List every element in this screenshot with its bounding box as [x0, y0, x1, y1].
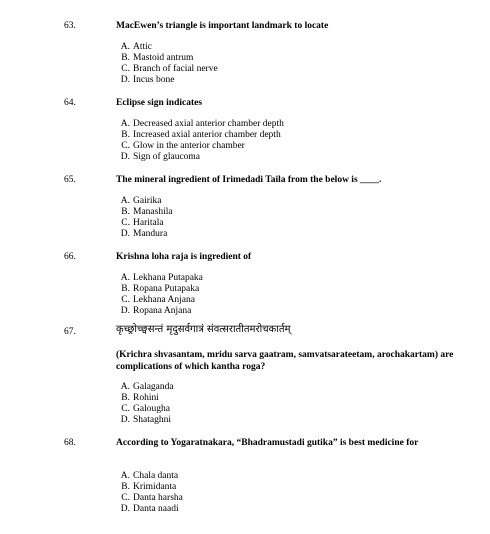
option-item [116, 306, 436, 317]
option-letter: A. [120, 273, 130, 283]
option-text: Incus bone [133, 75, 175, 85]
options-list [116, 471, 436, 515]
option-letter: C. [121, 64, 130, 74]
options-list [116, 273, 436, 317]
option-item [116, 284, 436, 295]
option-text: Mastoid antrum [133, 53, 194, 63]
question-number: 67. [64, 327, 76, 337]
option-letter: B. [121, 482, 130, 492]
options-list [116, 42, 436, 86]
option-text: Rohini [133, 393, 159, 403]
option-letter: B. [121, 393, 130, 403]
option-item [116, 482, 436, 493]
option-letter: A. [120, 42, 130, 52]
option-letter: C. [121, 141, 130, 151]
question-text: Eclipse sign indicates [116, 98, 203, 108]
option-text: Manashila [133, 207, 173, 217]
option-letter: C. [121, 493, 130, 503]
options-list [116, 382, 436, 426]
option-item [116, 218, 436, 229]
option-letter: A. [120, 382, 130, 392]
option-letter: D. [120, 75, 130, 85]
option-letter: B. [121, 53, 130, 63]
option-item [116, 471, 436, 482]
question-text: According to Yogaratnakara, “Bhadramustadi gutika” is best medicine for [116, 438, 419, 448]
option-text: Glow in the anterior chamber [133, 141, 245, 151]
option-letter: A. [120, 471, 130, 481]
question-number: 65. [64, 175, 76, 185]
options-list [116, 196, 436, 240]
option-item [116, 196, 436, 207]
question-number: 63. [64, 21, 76, 31]
option-item [116, 152, 436, 163]
option-text: Increased axial anterior chamber depth [133, 130, 281, 140]
option-letter: D. [120, 229, 130, 239]
option-text: Krimidanta [133, 482, 177, 492]
option-letter: A. [120, 196, 130, 206]
option-item [116, 415, 436, 426]
option-text: Branch of facial nerve [133, 64, 218, 74]
option-text: Ropana Putapaka [133, 284, 200, 294]
option-text: Lekhana Anjana [133, 295, 195, 305]
option-item [116, 273, 436, 284]
option-letter: D. [120, 306, 130, 316]
option-letter: A. [120, 119, 130, 129]
option-item [116, 64, 436, 75]
option-item [116, 393, 436, 404]
option-item [116, 53, 436, 64]
question-number: 64. [64, 98, 76, 108]
option-letter: C. [121, 218, 130, 228]
option-text: Lekhana Putapaka [133, 273, 203, 283]
option-letter: C. [121, 295, 130, 305]
option-letter: B. [121, 130, 130, 140]
sanskrit-verse: कृच्छ्रोच्छ्वसन्तं मृदुसर्वगात्रं संवत्सरातीतमरोचकार्तम् [116, 324, 291, 335]
options-list [116, 119, 436, 163]
option-item [116, 141, 436, 152]
question-number: 66. [64, 252, 76, 262]
option-item [116, 382, 436, 393]
option-letter: B. [121, 284, 130, 294]
option-text: Galougha [133, 404, 170, 414]
option-letter: C. [121, 404, 130, 414]
question-text: The mineral ingredient of Irimedadi Taila from the below is ____. [116, 175, 382, 185]
option-item [116, 207, 436, 218]
question-text: (Krichra shvasantam, mridu sarva gaatram, samvatsarateetam, arochakartam) are complications of which kantha roga? [116, 350, 454, 372]
option-letter: B. [121, 207, 130, 217]
option-text: Danta harsha [133, 493, 183, 503]
option-text: Sign of glaucoma [133, 152, 201, 162]
option-item [116, 119, 436, 130]
option-item [116, 75, 436, 86]
option-letter: D. [120, 152, 130, 162]
option-letter: D. [120, 504, 130, 514]
option-text: Gairika [133, 196, 162, 206]
option-item [116, 229, 436, 240]
option-text: Shataghni [133, 415, 171, 425]
option-item [116, 493, 436, 504]
option-text: Mandura [133, 229, 168, 239]
option-item [116, 295, 436, 306]
option-item [116, 42, 436, 53]
option-text: Ropana Anjana [133, 306, 192, 316]
option-text: Chala danta [133, 471, 179, 481]
option-item [116, 130, 436, 141]
option-item [116, 504, 436, 515]
option-text: Decreased axial anterior chamber depth [133, 119, 284, 129]
option-item [116, 404, 436, 415]
option-text: Galaganda [133, 382, 174, 392]
question-text: MacEwen’s triangle is important landmark to locate [116, 21, 329, 31]
question-number: 68. [64, 438, 76, 448]
question-text: Krishna loha raja is ingredient of [116, 252, 252, 262]
option-text: Attic [133, 42, 152, 52]
option-letter: D. [120, 415, 130, 425]
option-text: Haritala [133, 218, 164, 228]
option-text: Danta naadi [133, 504, 179, 514]
